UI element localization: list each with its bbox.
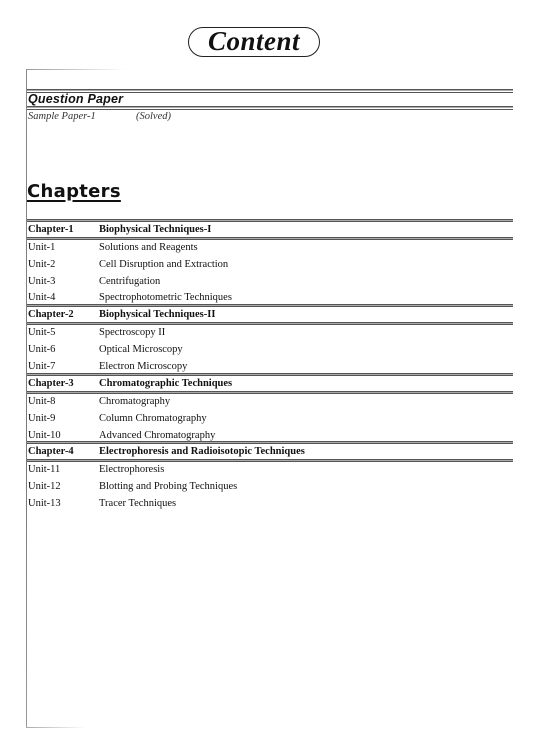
unit-label: Unit-4 <box>28 292 56 304</box>
unit-label: Unit-10 <box>28 429 61 441</box>
unit-label: Unit-11 <box>28 464 61 475</box>
unit-row[interactable] <box>27 496 513 512</box>
unit-label: Unit-3 <box>28 275 56 287</box>
unit-title: Chromatography <box>99 396 171 407</box>
question-paper-bottom-rule <box>27 106 513 110</box>
chapter-label: Chapter-2 <box>28 309 74 320</box>
unit-row[interactable] <box>27 462 513 478</box>
chapter-title: Biophysical Techniques-I <box>99 224 212 235</box>
unit-row[interactable] <box>27 394 513 410</box>
unit-label: Unit-5 <box>28 327 56 338</box>
chapter-row[interactable] <box>27 376 513 392</box>
unit-title: Spectroscopy II <box>99 327 166 338</box>
unit-title: Cell Disruption and Extraction <box>99 258 229 270</box>
unit-row[interactable] <box>27 342 513 358</box>
content-title-badge <box>188 27 320 57</box>
chapter-title: Electrophoresis and Radioisotopic Techniques <box>99 446 305 457</box>
unit-title: Spectrophotometric Techniques <box>99 292 232 304</box>
bottom-fade-rule <box>26 727 86 728</box>
unit-label: Unit-1 <box>28 242 56 253</box>
unit-row[interactable] <box>27 479 513 495</box>
unit-label: Unit-9 <box>28 412 56 424</box>
top-fade-rule <box>26 69 126 70</box>
page-title: Content <box>207 26 301 56</box>
unit-label: Unit-12 <box>28 480 61 492</box>
chapter-label: Chapter-3 <box>28 378 74 389</box>
unit-title: Column Chromatography <box>99 412 207 424</box>
unit-label: Unit-6 <box>28 343 56 355</box>
sample-paper-note: (Solved) <box>136 111 171 122</box>
sample-paper-link[interactable]: Sample Paper-1 <box>28 111 96 122</box>
unit-label: Unit-8 <box>28 396 56 407</box>
unit-row[interactable] <box>27 240 513 256</box>
unit-title: Blotting and Probing Techniques <box>99 480 238 492</box>
chapter-label: Chapter-4 <box>28 446 74 457</box>
chapter-row[interactable] <box>27 307 513 323</box>
unit-title: Advanced Chromatography <box>99 429 216 441</box>
unit-title: Tracer Techniques <box>99 497 177 509</box>
chapter-title: Biophysical Techniques-II <box>99 309 216 320</box>
unit-label: Unit-7 <box>28 360 56 372</box>
chapter-title: Chromatographic Techniques <box>99 378 233 389</box>
unit-row[interactable] <box>27 411 513 427</box>
unit-title: Electrophoresis <box>99 464 165 475</box>
chapters-heading: Chapters <box>27 181 121 202</box>
chapter-row[interactable] <box>27 222 513 238</box>
chapter-label: Chapter-1 <box>28 224 74 235</box>
question-paper-heading: Question Paper <box>28 92 124 106</box>
unit-title: Centrifugation <box>99 275 161 287</box>
unit-title: Solutions and Reagents <box>99 242 198 253</box>
unit-label: Unit-2 <box>28 258 56 270</box>
chapter-row[interactable] <box>27 444 513 460</box>
unit-row[interactable] <box>27 325 513 341</box>
unit-label: Unit-13 <box>28 497 61 509</box>
unit-row[interactable] <box>27 257 513 273</box>
unit-title: Optical Microscopy <box>99 343 183 355</box>
unit-row[interactable] <box>27 274 513 290</box>
unit-title: Electron Microscopy <box>99 360 188 372</box>
